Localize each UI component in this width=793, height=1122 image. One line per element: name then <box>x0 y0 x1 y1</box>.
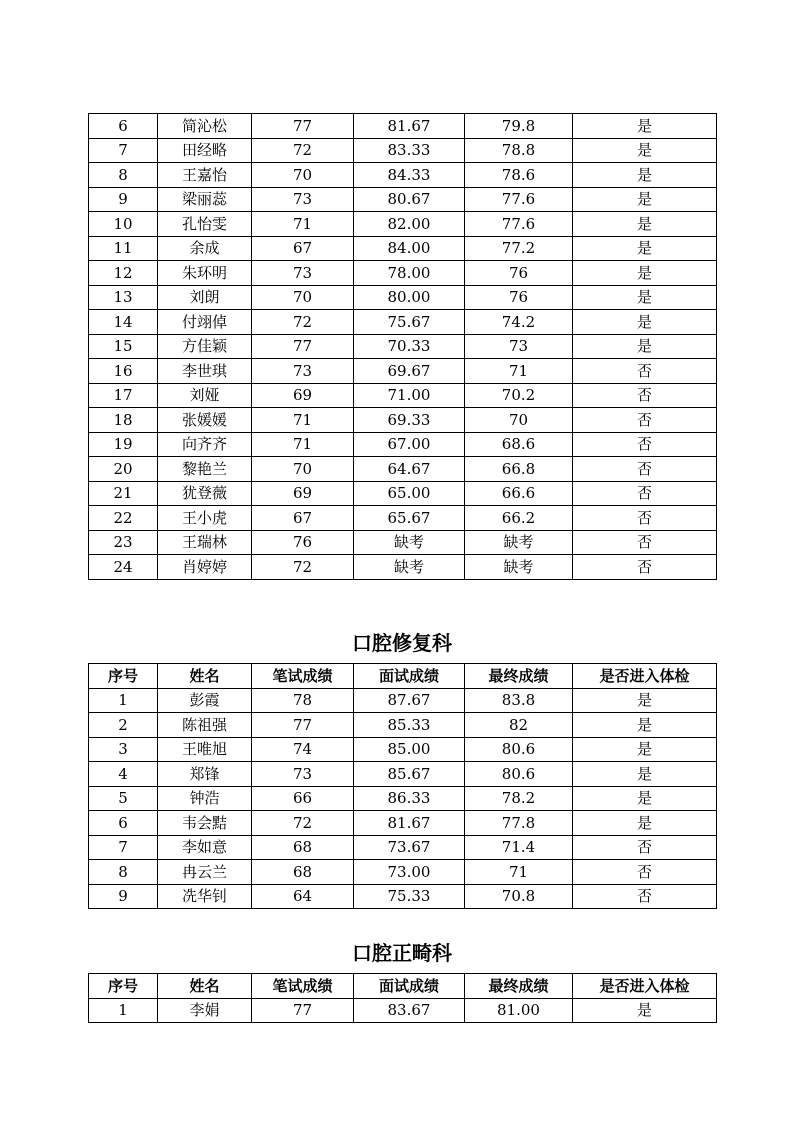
table-row <box>89 334 717 359</box>
written-score-cell: 66 <box>252 786 354 811</box>
interview-score-cell: 83.67 <box>354 998 465 1023</box>
seq-cell: 9 <box>89 187 158 212</box>
seq-cell: 13 <box>89 285 158 310</box>
interview-score-cell: 85.67 <box>354 762 465 787</box>
physical-exam-cell: 否 <box>573 530 717 555</box>
table-body <box>89 114 717 580</box>
final-score-cell: 73 <box>465 334 573 359</box>
interview-score-cell: 83.33 <box>354 138 465 163</box>
name-cell: 田经略 <box>158 138 252 163</box>
name-cell: 李世琪 <box>158 359 252 384</box>
seq-cell: 8 <box>89 860 158 885</box>
name-header: 姓名 <box>158 974 252 999</box>
written-score-header: 笔试成绩 <box>252 664 354 689</box>
physical-exam-cell: 是 <box>573 138 717 163</box>
written-score-cell: 71 <box>252 212 354 237</box>
seq-cell: 6 <box>89 114 158 139</box>
final-score-cell: 71 <box>465 860 573 885</box>
table-row <box>89 138 717 163</box>
final-score-cell: 79.8 <box>465 114 573 139</box>
table-row <box>89 383 717 408</box>
physical-exam-cell: 否 <box>573 457 717 482</box>
physical-exam-cell: 否 <box>573 408 717 433</box>
seq-cell: 23 <box>89 530 158 555</box>
physical-exam-cell: 否 <box>573 432 717 457</box>
interview-score-cell: 81.67 <box>354 114 465 139</box>
interview-score-cell: 75.33 <box>354 884 465 909</box>
interview-score-cell: 82.00 <box>354 212 465 237</box>
interview-score-cell: 70.33 <box>354 334 465 359</box>
physical-exam-cell: 是 <box>573 285 717 310</box>
interview-score-cell: 65.00 <box>354 481 465 506</box>
table-row <box>89 212 717 237</box>
final-score-cell: 77.2 <box>465 236 573 261</box>
seq-cell: 15 <box>89 334 158 359</box>
seq-cell: 9 <box>89 884 158 909</box>
name-cell: 简沁松 <box>158 114 252 139</box>
table-row <box>89 506 717 531</box>
final-score-cell: 76 <box>465 285 573 310</box>
interview-score-cell: 80.67 <box>354 187 465 212</box>
table-row <box>89 408 717 433</box>
interview-score-cell: 64.67 <box>354 457 465 482</box>
table-row <box>89 359 717 384</box>
final-score-cell: 82 <box>465 713 573 738</box>
name-cell: 肖婷婷 <box>158 555 252 580</box>
name-cell: 方佳颖 <box>158 334 252 359</box>
written-score-cell: 72 <box>252 811 354 836</box>
final-score-cell: 71.4 <box>465 835 573 860</box>
name-cell: 李如意 <box>158 835 252 860</box>
physical-exam-cell: 是 <box>573 310 717 335</box>
interview-score-cell: 65.67 <box>354 506 465 531</box>
seq-cell: 22 <box>89 506 158 531</box>
seq-cell: 2 <box>89 713 158 738</box>
interview-score-cell: 80.00 <box>354 285 465 310</box>
table-row <box>89 163 717 188</box>
seq-cell: 10 <box>89 212 158 237</box>
final-score-cell: 66.8 <box>465 457 573 482</box>
name-cell: 王嘉怡 <box>158 163 252 188</box>
final-score-cell: 80.6 <box>465 762 573 787</box>
name-cell: 刘娅 <box>158 383 252 408</box>
physical-exam-cell: 是 <box>573 811 717 836</box>
written-score-cell: 67 <box>252 236 354 261</box>
written-score-cell: 69 <box>252 383 354 408</box>
interview-score-cell: 86.33 <box>354 786 465 811</box>
physical-exam-cell: 否 <box>573 884 717 909</box>
physical-exam-cell: 否 <box>573 860 717 885</box>
written-score-cell: 70 <box>252 163 354 188</box>
seq-cell: 1 <box>89 688 158 713</box>
physical-exam-cell: 是 <box>573 713 717 738</box>
name-cell: 黎艳兰 <box>158 457 252 482</box>
seq-cell: 7 <box>89 835 158 860</box>
written-score-cell: 73 <box>252 359 354 384</box>
name-cell: 陈祖强 <box>158 713 252 738</box>
header-row <box>89 974 717 999</box>
final-score-cell: 70 <box>465 408 573 433</box>
table-row <box>89 884 717 909</box>
interview-score-cell: 73.67 <box>354 835 465 860</box>
physical-exam-cell: 是 <box>573 114 717 139</box>
written-score-cell: 71 <box>252 432 354 457</box>
name-cell: 余成 <box>158 236 252 261</box>
name-cell: 冉云兰 <box>158 860 252 885</box>
final-score-cell: 缺考 <box>465 530 573 555</box>
final-score-header: 最终成绩 <box>465 664 573 689</box>
written-score-cell: 64 <box>252 884 354 909</box>
interview-score-cell: 67.00 <box>354 432 465 457</box>
table-row <box>89 432 717 457</box>
seq-cell: 17 <box>89 383 158 408</box>
seq-cell: 5 <box>89 786 158 811</box>
final-score-cell: 77.8 <box>465 811 573 836</box>
interview-score-cell: 75.67 <box>354 310 465 335</box>
seq-cell: 21 <box>89 481 158 506</box>
written-score-cell: 73 <box>252 261 354 286</box>
written-score-cell: 67 <box>252 506 354 531</box>
final-score-cell: 81.00 <box>465 998 573 1023</box>
physical-exam-cell: 是 <box>573 334 717 359</box>
table-body <box>89 998 717 1023</box>
final-score-cell: 68.6 <box>465 432 573 457</box>
seq-cell: 4 <box>89 762 158 787</box>
seq-cell: 12 <box>89 261 158 286</box>
final-score-cell: 77.6 <box>465 212 573 237</box>
score-table-prosthodontics <box>88 663 717 909</box>
written-score-cell: 73 <box>252 762 354 787</box>
interview-score-cell: 84.00 <box>354 236 465 261</box>
final-score-cell: 83.8 <box>465 688 573 713</box>
table-row <box>89 310 717 335</box>
interview-score-cell: 85.33 <box>354 713 465 738</box>
written-score-header: 笔试成绩 <box>252 974 354 999</box>
physical-exam-cell: 是 <box>573 762 717 787</box>
interview-score-header: 面试成绩 <box>354 664 465 689</box>
table-row <box>89 481 717 506</box>
name-cell: 李娟 <box>158 998 252 1023</box>
seq-cell: 18 <box>89 408 158 433</box>
written-score-cell: 70 <box>252 285 354 310</box>
name-cell: 彭霞 <box>158 688 252 713</box>
final-score-cell: 71 <box>465 359 573 384</box>
table-row <box>89 998 717 1023</box>
physical-exam-cell: 是 <box>573 786 717 811</box>
final-score-cell: 66.6 <box>465 481 573 506</box>
physical-exam-cell: 是 <box>573 163 717 188</box>
written-score-cell: 77 <box>252 114 354 139</box>
final-score-cell: 80.6 <box>465 737 573 762</box>
final-score-cell: 70.8 <box>465 884 573 909</box>
section-title-prosthodontics: 口腔修复科 <box>352 631 452 655</box>
section-title-orthodontics: 口腔正畸科 <box>352 941 452 965</box>
name-cell: 刘朗 <box>158 285 252 310</box>
physical-exam-cell: 否 <box>573 506 717 531</box>
seq-cell: 14 <box>89 310 158 335</box>
final-score-cell: 缺考 <box>465 555 573 580</box>
name-cell: 韦会黠 <box>158 811 252 836</box>
interview-score-cell: 69.67 <box>354 359 465 384</box>
final-score-cell: 78.6 <box>465 163 573 188</box>
written-score-cell: 73 <box>252 187 354 212</box>
interview-score-cell: 81.67 <box>354 811 465 836</box>
name-cell: 朱环明 <box>158 261 252 286</box>
interview-score-cell: 71.00 <box>354 383 465 408</box>
interview-score-header: 面试成绩 <box>354 974 465 999</box>
name-cell: 向齐齐 <box>158 432 252 457</box>
table-row <box>89 114 717 139</box>
name-cell: 钟浩 <box>158 786 252 811</box>
name-cell: 王瑞林 <box>158 530 252 555</box>
interview-score-cell: 缺考 <box>354 530 465 555</box>
interview-score-cell: 87.67 <box>354 688 465 713</box>
physical-exam-cell: 是 <box>573 261 717 286</box>
table-row <box>89 688 717 713</box>
table-row <box>89 261 717 286</box>
written-score-cell: 78 <box>252 688 354 713</box>
physical-exam-cell: 是 <box>573 998 717 1023</box>
score-table-continued <box>88 113 717 580</box>
written-score-cell: 72 <box>252 310 354 335</box>
seq-header: 序号 <box>89 664 158 689</box>
final-score-cell: 76 <box>465 261 573 286</box>
final-score-cell: 78.8 <box>465 138 573 163</box>
written-score-cell: 68 <box>252 835 354 860</box>
written-score-cell: 72 <box>252 138 354 163</box>
physical-exam-cell: 否 <box>573 555 717 580</box>
seq-cell: 24 <box>89 555 158 580</box>
physical-exam-cell: 是 <box>573 688 717 713</box>
interview-score-cell: 73.00 <box>354 860 465 885</box>
name-cell: 梁丽蕊 <box>158 187 252 212</box>
table-row <box>89 811 717 836</box>
table-row <box>89 737 717 762</box>
table-header <box>89 974 717 999</box>
seq-cell: 19 <box>89 432 158 457</box>
name-cell: 王小虎 <box>158 506 252 531</box>
written-score-cell: 77 <box>252 998 354 1023</box>
header-row <box>89 664 717 689</box>
seq-cell: 16 <box>89 359 158 384</box>
written-score-cell: 77 <box>252 713 354 738</box>
score-table-orthodontics <box>88 973 717 1023</box>
seq-cell: 1 <box>89 998 158 1023</box>
table-row <box>89 835 717 860</box>
written-score-cell: 71 <box>252 408 354 433</box>
written-score-cell: 76 <box>252 530 354 555</box>
table-row <box>89 860 717 885</box>
table-header <box>89 664 717 689</box>
name-cell: 冼华钊 <box>158 884 252 909</box>
table-row <box>89 713 717 738</box>
interview-score-cell: 84.33 <box>354 163 465 188</box>
interview-score-cell: 69.33 <box>354 408 465 433</box>
seq-cell: 7 <box>89 138 158 163</box>
final-score-cell: 74.2 <box>465 310 573 335</box>
physical-exam-cell: 是 <box>573 236 717 261</box>
written-score-cell: 68 <box>252 860 354 885</box>
table-row <box>89 457 717 482</box>
interview-score-cell: 78.00 <box>354 261 465 286</box>
final-score-cell: 77.6 <box>465 187 573 212</box>
name-cell: 犹登薇 <box>158 481 252 506</box>
physical-exam-cell: 是 <box>573 737 717 762</box>
written-score-cell: 72 <box>252 555 354 580</box>
written-score-cell: 77 <box>252 334 354 359</box>
name-header: 姓名 <box>158 664 252 689</box>
table-row <box>89 236 717 261</box>
table-body <box>89 688 717 909</box>
name-cell: 张媛媛 <box>158 408 252 433</box>
physical-exam-cell: 否 <box>573 835 717 860</box>
physical-exam-cell: 是 <box>573 187 717 212</box>
written-score-cell: 69 <box>252 481 354 506</box>
table-row <box>89 555 717 580</box>
physical-exam-cell: 否 <box>573 383 717 408</box>
physical-exam-header: 是否进入体检 <box>573 974 717 999</box>
interview-score-cell: 85.00 <box>354 737 465 762</box>
physical-exam-cell: 是 <box>573 212 717 237</box>
seq-cell: 11 <box>89 236 158 261</box>
final-score-header: 最终成绩 <box>465 974 573 999</box>
name-cell: 郑锋 <box>158 762 252 787</box>
seq-cell: 6 <box>89 811 158 836</box>
written-score-cell: 74 <box>252 737 354 762</box>
seq-cell: 20 <box>89 457 158 482</box>
physical-exam-cell: 否 <box>573 481 717 506</box>
seq-cell: 3 <box>89 737 158 762</box>
table-row <box>89 786 717 811</box>
written-score-cell: 70 <box>252 457 354 482</box>
table-row <box>89 285 717 310</box>
final-score-cell: 78.2 <box>465 786 573 811</box>
physical-exam-cell: 否 <box>573 359 717 384</box>
seq-header: 序号 <box>89 974 158 999</box>
table-row <box>89 530 717 555</box>
final-score-cell: 66.2 <box>465 506 573 531</box>
seq-cell: 8 <box>89 163 158 188</box>
name-cell: 孔怡雯 <box>158 212 252 237</box>
physical-exam-header: 是否进入体检 <box>573 664 717 689</box>
table-row <box>89 187 717 212</box>
table-row <box>89 762 717 787</box>
name-cell: 付翊倬 <box>158 310 252 335</box>
name-cell: 王唯旭 <box>158 737 252 762</box>
interview-score-cell: 缺考 <box>354 555 465 580</box>
final-score-cell: 70.2 <box>465 383 573 408</box>
